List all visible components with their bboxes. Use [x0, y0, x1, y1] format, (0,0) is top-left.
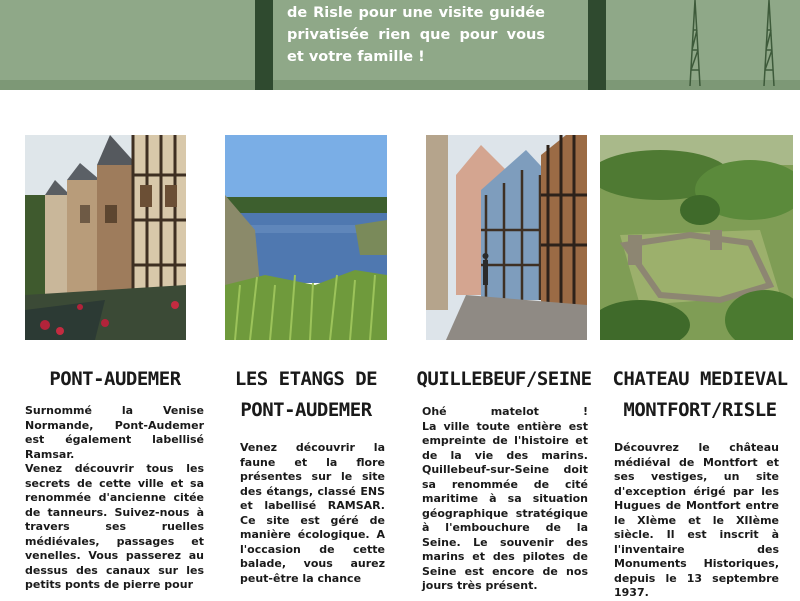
text-line: secrets de cette ville et sa: [25, 476, 204, 490]
text-line: maritime à sa situation: [422, 492, 588, 505]
text-line: depuis le 13 septembre: [614, 571, 779, 585]
text-line: Quillebeuf-sur-Seine doit: [422, 463, 588, 476]
text-line: siècle. Il est inscrit à: [614, 528, 779, 541]
text-line: géographique stratégique: [422, 506, 588, 520]
text-line: Découvrez le château: [614, 441, 779, 454]
header-banner: [0, 0, 800, 90]
photo-pont-audemer: [25, 135, 186, 340]
text-line: à l'embouchure de la: [422, 521, 588, 534]
text-line: et labellisé RAMSAR.: [240, 499, 385, 512]
text-line: Hugues de Montfort entre: [614, 499, 779, 512]
text-line: Venez découvrir tous les: [25, 462, 204, 475]
text-line: travers ses ruelles: [25, 520, 204, 533]
title-line: MONTFORT/RISLE: [623, 399, 777, 421]
title-line: PONT-AUDEMER: [240, 399, 372, 421]
text-line: ses vestiges, un site: [614, 470, 779, 483]
banner-post-left: [255, 0, 273, 90]
banner-ground: [0, 80, 800, 90]
pylon-right: [762, 0, 776, 86]
text-line: Ce site est géré de: [240, 513, 385, 527]
text-line: marins et des pilotes de: [422, 550, 588, 563]
banner-post-right: [588, 0, 606, 90]
text-line: Seine. Le souvenir des: [422, 535, 588, 549]
column-title-etangs: [225, 364, 387, 426]
text-line: Surnommé la Venise: [25, 404, 204, 417]
banner-line: de Risle pour une visite guidée: [287, 5, 545, 21]
text-line: empreinte de l'histoire et: [422, 434, 588, 447]
text-line: faune et la flore: [240, 455, 385, 469]
text-line: sa renommée de cité: [422, 477, 588, 491]
text-line: venelles. Vous passerez au: [25, 549, 204, 562]
text-line: des étangs, classé ENS: [240, 484, 385, 498]
banner-line: et votre famille !: [287, 49, 425, 65]
text-line: l'occasion de cette: [240, 542, 385, 556]
title-line: QUILLEBEUF/SEINE: [416, 368, 592, 390]
text-line: Ohé matelot !: [422, 405, 588, 418]
text-line: manière écologique. A: [240, 528, 385, 541]
text-line: Seine est encore de nos: [422, 564, 588, 578]
column-title-quillebeuf: [414, 364, 594, 395]
text-line: Monuments Historiques,: [614, 557, 779, 570]
text-line: présentes sur le site: [240, 470, 385, 483]
text-line: 1937.: [614, 586, 649, 599]
text-line: le XIème et le XIIème: [614, 513, 779, 527]
column-title-pont-audemer: [25, 364, 205, 395]
photo-quillebeuf: [426, 135, 587, 340]
text-line: dessus des canaux sur les: [25, 563, 204, 577]
text-line: Normande, Pont-Audemer: [25, 418, 204, 432]
text-line: est également labellisé: [25, 433, 204, 446]
photo-montfort: [600, 135, 793, 340]
banner-line: privatisée rien que pour vous: [287, 27, 545, 43]
text-line: médiéval de Montfort et: [614, 455, 779, 469]
text-line: Ramsar.: [25, 447, 75, 461]
title-line: CHATEAU MEDIEVAL: [612, 368, 788, 390]
column-text-montfort: [614, 441, 779, 601]
text-line: peut-être la chance: [240, 571, 362, 585]
text-line: La ville toute entière est: [422, 419, 588, 433]
column-title-montfort: [605, 364, 795, 426]
text-line: petits ponts de pierre pour: [25, 578, 193, 591]
text-line: de tanneurs. Suivez-nous à: [25, 505, 204, 519]
text-line: médiévales, passages et: [25, 534, 204, 548]
banner-text: [287, 2, 545, 68]
text-line: Venez découvrir la: [240, 441, 385, 454]
column-text-etangs: [240, 441, 385, 586]
photo-etangs: [225, 135, 387, 340]
column-text-quillebeuf: [422, 405, 588, 594]
text-line: d'exception érigé par les: [614, 484, 779, 498]
text-line: de la vie des marins.: [422, 448, 588, 462]
title-line: LES ETANGS DE: [234, 368, 378, 390]
pylon-left: [688, 0, 702, 86]
text-line: balade, vous aurez: [240, 557, 385, 570]
title-line: PONT-AUDEMER: [49, 368, 181, 390]
text-line: l'inventaire des: [614, 542, 779, 556]
text-line: renommée d'ancienne citée: [25, 491, 204, 504]
column-text-pont-audemer: [25, 404, 204, 593]
text-line: jours très présent.: [422, 579, 538, 592]
